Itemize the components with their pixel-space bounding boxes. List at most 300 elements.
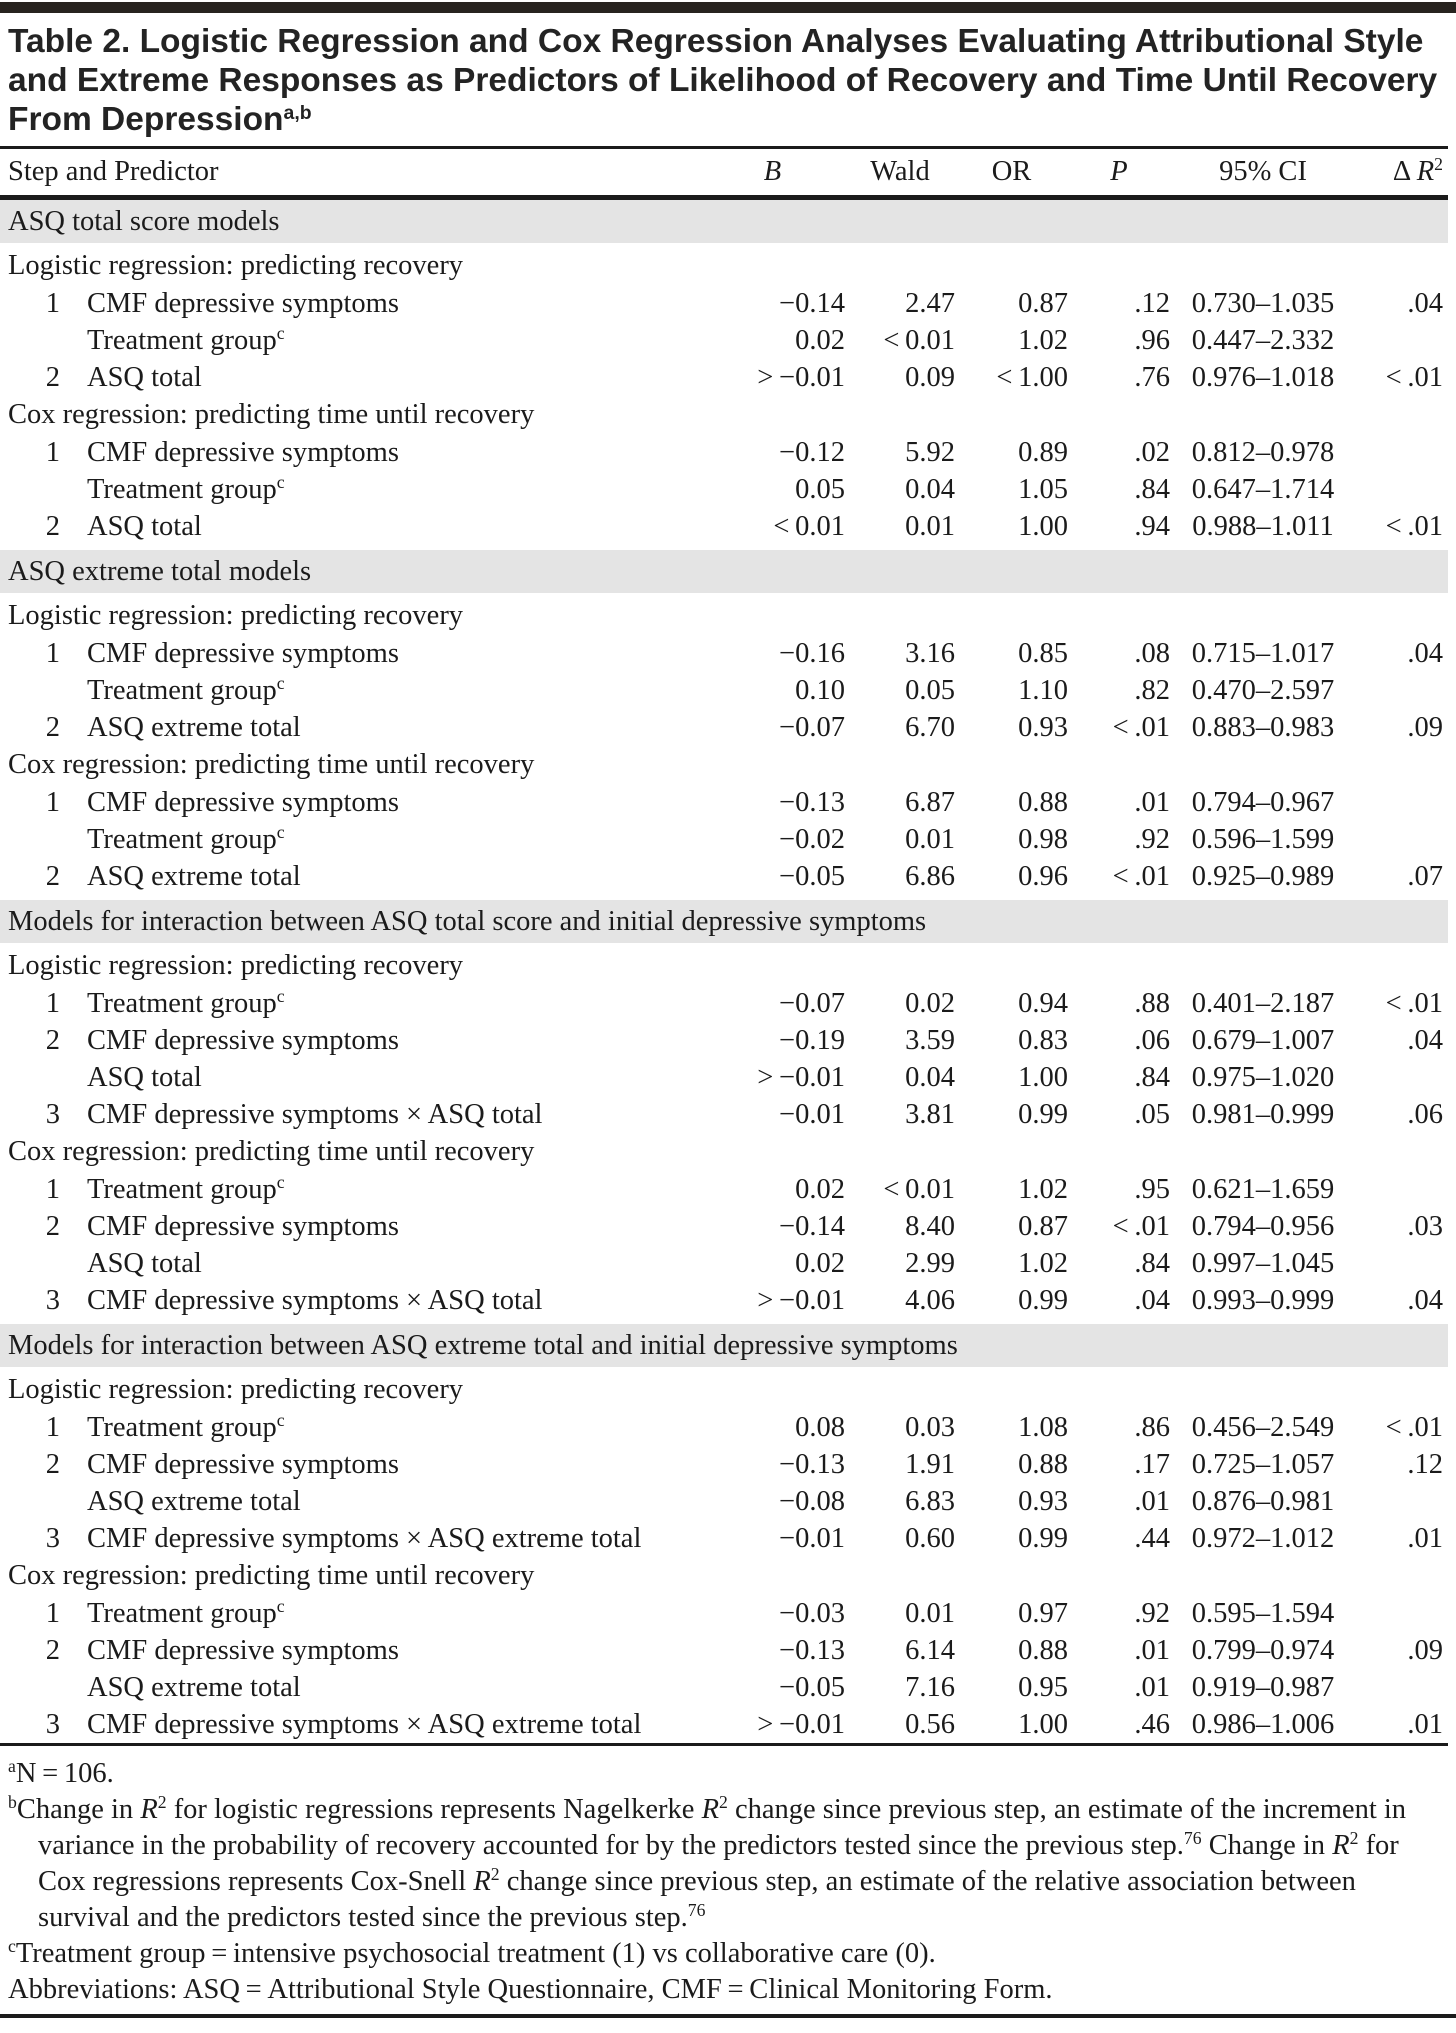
ci-value: 0.925–0.989 <box>1191 861 1335 892</box>
step-number: 2 <box>45 1025 60 1056</box>
ci-value: 0.988–1.011 <box>1192 511 1334 542</box>
b-value: −0.13 <box>779 1449 845 1480</box>
b-value: −0.05 <box>779 861 845 892</box>
p-value: < .01 <box>1112 861 1170 892</box>
predictor-cell <box>0 1096 700 1133</box>
b-value: 0.02 <box>795 325 845 356</box>
p-value: .44 <box>1134 1523 1170 1554</box>
b-value: 0.10 <box>795 675 845 706</box>
delta-r2-value <box>1356 1245 1448 1282</box>
delta-r2-value: .03 <box>1407 1211 1443 1242</box>
or-value: 0.88 <box>1018 1635 1068 1666</box>
p-value: .88 <box>1134 988 1170 1019</box>
or-value: 1.02 <box>1018 1174 1068 1205</box>
or-value: 1.08 <box>1018 1412 1068 1443</box>
step-number: 1 <box>45 1412 60 1443</box>
delta-r2-value: < .01 <box>1385 988 1443 1019</box>
wald-value: 0.01 <box>905 1598 955 1629</box>
step-number: 2 <box>45 511 60 542</box>
section-band <box>0 198 1448 246</box>
or-value: 0.95 <box>1018 1672 1068 1703</box>
ci-value: 0.975–1.020 <box>1191 1062 1335 1093</box>
wald-value: 0.56 <box>905 1709 955 1740</box>
predictor-cell <box>0 1022 700 1059</box>
model-subheader <box>0 396 1448 434</box>
predictor-label: Treatment group$^c$ <box>87 323 285 356</box>
p-value: .04 <box>1134 1285 1170 1316</box>
column-header-p: P <box>1068 148 1170 198</box>
table-row <box>0 1208 1448 1245</box>
predictor-label: ASQ total <box>87 1248 202 1279</box>
predictor-cell <box>0 1446 700 1483</box>
step-number: 3 <box>45 1523 60 1554</box>
wald-value: 6.70 <box>905 712 955 743</box>
step-number: 2 <box>45 1449 60 1480</box>
b-value: −0.13 <box>779 1635 845 1666</box>
table-row <box>0 821 1448 858</box>
b-value: > −0.01 <box>757 1285 845 1316</box>
or-value: 0.94 <box>1018 988 1068 1019</box>
delta-r2-value: .04 <box>1407 638 1443 669</box>
delta-r2-value <box>1356 1483 1448 1520</box>
predictor-cell <box>0 635 700 672</box>
predictor-cell <box>0 1059 700 1096</box>
wald-value: 4.06 <box>905 1285 955 1316</box>
delta-r2-value: .04 <box>1407 1025 1443 1056</box>
delta-r2-value: .06 <box>1407 1099 1443 1130</box>
section-band-label: Models for interaction between ASQ total score and initial depressive symptoms <box>0 898 1448 946</box>
p-value: .01 <box>1134 1672 1170 1703</box>
delta-r2-value: .09 <box>1407 712 1443 743</box>
ci-value: 0.715–1.017 <box>1191 638 1335 669</box>
predictor-cell <box>0 1483 700 1520</box>
predictor-label: CMF depressive symptoms × ASQ total <box>87 1099 543 1130</box>
column-header-step-predictor: Step and Predictor <box>0 148 700 198</box>
predictor-label: ASQ extreme total <box>87 1672 301 1703</box>
table-row <box>0 1245 1448 1282</box>
or-value: 0.99 <box>1018 1523 1068 1554</box>
predictor-label: Treatment group$^c$ <box>87 1172 285 1205</box>
column-header-b: B <box>700 148 845 198</box>
b-value: −0.05 <box>779 1672 845 1703</box>
predictor-label: ASQ extreme total <box>87 712 301 743</box>
ci-value: 0.812–0.978 <box>1191 437 1335 468</box>
b-value: > −0.01 <box>757 362 845 393</box>
or-value: 0.99 <box>1018 1099 1068 1130</box>
step-number: 1 <box>45 988 60 1019</box>
predictor-cell <box>0 1595 700 1632</box>
footnote-marker: c <box>276 986 285 1007</box>
or-value: 1.00 <box>1018 1062 1068 1093</box>
header-row <box>0 148 1448 198</box>
ci-value: 0.679–1.007 <box>1191 1025 1335 1056</box>
table-body <box>0 198 1448 1745</box>
ci-value: 0.401–2.187 <box>1191 988 1335 1019</box>
section-band <box>0 898 1448 946</box>
predictor-label: CMF depressive symptoms <box>87 787 399 818</box>
predictor-label: CMF depressive symptoms <box>87 1635 399 1666</box>
step-number: 2 <box>45 362 60 393</box>
predictor-label: CMF depressive symptoms <box>87 638 399 669</box>
wald-value: 3.81 <box>905 1099 955 1130</box>
ci-value: 0.876–0.981 <box>1191 1486 1335 1517</box>
ci-value: 0.794–0.967 <box>1191 787 1335 818</box>
p-value: < .01 <box>1112 712 1170 743</box>
b-value: −0.03 <box>779 1598 845 1629</box>
table-row <box>0 1171 1448 1208</box>
delta-r2-value <box>1356 322 1448 359</box>
predictor-cell <box>0 672 700 709</box>
predictor-cell <box>0 1409 700 1446</box>
b-value: −0.19 <box>779 1025 845 1056</box>
b-value: −0.16 <box>779 638 845 669</box>
or-value: 0.99 <box>1018 1285 1068 1316</box>
table-row <box>0 1096 1448 1133</box>
table-row <box>0 985 1448 1022</box>
p-value: < .01 <box>1112 1211 1170 1242</box>
wald-value: 3.59 <box>905 1025 955 1056</box>
model-subheader <box>0 245 1448 285</box>
delta-r2-value: < .01 <box>1385 511 1443 542</box>
p-value: .06 <box>1134 1025 1170 1056</box>
or-value: 1.02 <box>1018 325 1068 356</box>
b-value: −0.07 <box>779 988 845 1019</box>
footnote-a: $^a$N = 106. <box>8 1756 114 1789</box>
table-row <box>0 784 1448 821</box>
predictor-label: CMF depressive symptoms <box>87 1211 399 1242</box>
wald-value: 6.87 <box>905 787 955 818</box>
model-subheader-label: Cox regression: predicting time until recovery <box>8 399 535 430</box>
section-band-label: ASQ extreme total models <box>0 548 1448 596</box>
or-value: 1.10 <box>1018 675 1068 706</box>
p-value: .86 <box>1134 1412 1170 1443</box>
model-subheader <box>0 945 1448 985</box>
footnote-marker: c <box>276 1596 285 1617</box>
b-value: > −0.01 <box>757 1709 845 1740</box>
table-title: Table 2. Logistic Regression and Cox Regression Analyses Evaluating Attributional Style and Extreme Responses as Predictors of Likelihood of Recovery and Time Until Recovery From Depression$^{a,b}$ <box>8 23 1438 138</box>
or-value: 0.97 <box>1018 1598 1068 1629</box>
or-value: 0.89 <box>1018 437 1068 468</box>
step-number: 1 <box>45 787 60 818</box>
delta-r2-value <box>1356 1595 1448 1632</box>
b-value: 0.02 <box>795 1248 845 1279</box>
b-value: 0.05 <box>795 474 845 505</box>
section-band-label: ASQ total score models <box>0 198 1448 246</box>
delta-r2-value <box>1356 1669 1448 1706</box>
or-value: 1.00 <box>1018 511 1068 542</box>
step-number: 1 <box>45 288 60 319</box>
bottom-rule <box>0 2014 1456 2018</box>
delta-r2-value <box>1356 821 1448 858</box>
table-row <box>0 285 1448 322</box>
top-rule <box>0 2 1456 13</box>
ci-value: 0.981–0.999 <box>1191 1099 1335 1130</box>
table-row <box>0 672 1448 709</box>
ci-value: 0.799–0.974 <box>1191 1635 1335 1666</box>
predictor-label: ASQ total <box>87 362 202 393</box>
ci-value: 0.456–2.549 <box>1191 1412 1335 1443</box>
predictor-cell <box>0 858 700 898</box>
model-subheader <box>0 1133 1448 1171</box>
delta-r2-value <box>1356 672 1448 709</box>
column-header-ci: 95% CI <box>1170 148 1356 198</box>
model-subheader-label: Logistic regression: predicting recovery <box>8 600 464 631</box>
model-subheader <box>0 595 1448 635</box>
delta-r2-value <box>1356 784 1448 821</box>
abbreviations-note: Abbreviations: ASQ = Attributional Style Questionnaire, CMF = Clinical Monitoring Form. <box>8 1974 1053 2005</box>
column-header-delta-r2: Δ $R^2$ <box>1356 148 1448 198</box>
p-value: .92 <box>1134 824 1170 855</box>
b-value: −0.07 <box>779 712 845 743</box>
wald-value: 8.40 <box>905 1211 955 1242</box>
predictor-label: CMF depressive symptoms <box>87 437 399 468</box>
model-subheader-label: Logistic regression: predicting recovery <box>8 250 464 281</box>
predictor-label: CMF depressive symptoms × ASQ total <box>87 1285 543 1316</box>
wald-value: 3.16 <box>905 638 955 669</box>
footnotes <box>8 1756 1446 2008</box>
predictor-label: ASQ total <box>87 1062 202 1093</box>
delta-r2-value: .01 <box>1407 1709 1443 1740</box>
delta-r2-value: .09 <box>1407 1635 1443 1666</box>
delta-r2-value <box>1356 1059 1448 1096</box>
wald-value: 1.91 <box>905 1449 955 1480</box>
regression-table <box>0 146 1448 1746</box>
predictor-cell <box>0 821 700 858</box>
or-value: 0.87 <box>1018 1211 1068 1242</box>
b-value: −0.13 <box>779 787 845 818</box>
wald-value: < 0.01 <box>883 325 955 356</box>
b-value: −0.02 <box>779 824 845 855</box>
table-row <box>0 1669 1448 1706</box>
predictor-label: CMF depressive symptoms × ASQ extreme total <box>87 1523 642 1554</box>
predictor-label: Treatment group$^c$ <box>87 1410 285 1443</box>
wald-value: 0.03 <box>905 1412 955 1443</box>
table-row <box>0 1409 1448 1446</box>
model-subheader <box>0 1557 1448 1595</box>
b-value: < 0.01 <box>773 511 845 542</box>
delta-r2-value: .01 <box>1407 1523 1443 1554</box>
footnote-marker: c <box>276 822 285 843</box>
or-value: 0.83 <box>1018 1025 1068 1056</box>
step-number: 1 <box>45 1598 60 1629</box>
ci-value: 0.596–1.599 <box>1191 824 1335 855</box>
or-value: 0.88 <box>1018 787 1068 818</box>
predictor-label: CMF depressive symptoms <box>87 288 399 319</box>
table-row <box>0 635 1448 672</box>
predictor-cell <box>0 1669 700 1706</box>
ci-value: 0.883–0.983 <box>1191 712 1335 743</box>
section-band <box>0 1322 1448 1370</box>
ci-value: 0.993–0.999 <box>1191 1285 1335 1316</box>
table-row <box>0 359 1448 396</box>
wald-value: 0.09 <box>905 362 955 393</box>
or-value: 1.02 <box>1018 1248 1068 1279</box>
predictor-label: ASQ total <box>87 511 202 542</box>
predictor-cell <box>0 784 700 821</box>
p-value: .82 <box>1134 675 1170 706</box>
wald-value: 0.60 <box>905 1523 955 1554</box>
predictor-cell <box>0 1171 700 1208</box>
footnote-marker: c <box>276 472 285 493</box>
delta-r2-value <box>1356 434 1448 471</box>
footnote-b: $^b$Change in $R^2$ for logistic regressions represents Nagelkerke $R^2$ change since previous step, an estimate of the increment in variance in the probability of recovery accounted for by the predictors tested since the previous step.$^{76}$ Change in $R^2$ for Cox regressions represents Cox-Snell $R^2$ change since previous step, an estimate of the relative association between survival and the predictors tested since the previous step.$^{76}$ <box>8 1792 1407 1933</box>
step-number: 2 <box>45 1635 60 1666</box>
wald-value: 6.86 <box>905 861 955 892</box>
b-value: −0.01 <box>779 1099 845 1130</box>
footnote-marker: c <box>276 323 285 344</box>
predictor-label: Treatment group$^c$ <box>87 1596 285 1629</box>
wald-value: 6.83 <box>905 1486 955 1517</box>
p-value: .05 <box>1134 1099 1170 1130</box>
wald-value: 0.01 <box>905 511 955 542</box>
ci-value: 0.972–1.012 <box>1191 1523 1335 1554</box>
step-number: 2 <box>45 712 60 743</box>
ci-value: 0.986–1.006 <box>1191 1709 1335 1740</box>
table-row <box>0 1022 1448 1059</box>
p-value: .46 <box>1134 1709 1170 1740</box>
table-row <box>0 471 1448 508</box>
wald-value: 0.01 <box>905 824 955 855</box>
table-row <box>0 1706 1448 1745</box>
table-row <box>0 1446 1448 1483</box>
ci-value: 0.919–0.987 <box>1191 1672 1335 1703</box>
wald-value: 0.04 <box>905 474 955 505</box>
predictor-cell <box>0 1632 700 1669</box>
ci-value: 0.730–1.035 <box>1191 288 1335 319</box>
wald-value: < 0.01 <box>883 1174 955 1205</box>
p-value: .01 <box>1134 787 1170 818</box>
model-subheader-label: Cox regression: predicting time until recovery <box>8 1560 535 1591</box>
footnote-marker: c <box>276 1410 285 1431</box>
step-number: 1 <box>45 437 60 468</box>
b-value: 0.02 <box>795 1174 845 1205</box>
p-value: .02 <box>1134 437 1170 468</box>
section-band <box>0 548 1448 596</box>
wald-value: 0.02 <box>905 988 955 1019</box>
predictor-label: Treatment group$^c$ <box>87 472 285 505</box>
predictor-cell <box>0 434 700 471</box>
p-value: .08 <box>1134 638 1170 669</box>
or-value: 0.87 <box>1018 288 1068 319</box>
p-value: .84 <box>1134 474 1170 505</box>
predictor-label: CMF depressive symptoms <box>87 1449 399 1480</box>
ci-value: 0.470–2.597 <box>1191 675 1335 706</box>
footnote-c: $^c$Treatment group = intensive psychosocial treatment (1) vs collaborative care (0). <box>8 1936 936 1969</box>
table-row <box>0 434 1448 471</box>
table-header <box>0 148 1448 198</box>
delta-r2-value: .12 <box>1407 1449 1443 1480</box>
wald-value: 0.04 <box>905 1062 955 1093</box>
table-row <box>0 709 1448 746</box>
ci-value: 0.621–1.659 <box>1191 1174 1335 1205</box>
p-value: .17 <box>1134 1449 1170 1480</box>
or-value: 1.00 <box>1018 1709 1068 1740</box>
or-value: 1.05 <box>1018 474 1068 505</box>
model-subheader-label: Logistic regression: predicting recovery <box>8 950 464 981</box>
model-subheader <box>0 746 1448 784</box>
or-value: 0.93 <box>1018 1486 1068 1517</box>
ci-value: 0.595–1.594 <box>1191 1598 1335 1629</box>
step-number: 2 <box>45 1211 60 1242</box>
delta-r2-value: .07 <box>1407 861 1443 892</box>
or-value: 0.93 <box>1018 712 1068 743</box>
wald-value: 2.99 <box>905 1248 955 1279</box>
delta-r2-value: < .01 <box>1385 1412 1443 1443</box>
ci-value: 0.725–1.057 <box>1191 1449 1335 1480</box>
predictor-label: CMF depressive symptoms × ASQ extreme total <box>87 1709 642 1740</box>
predictor-label: Treatment group$^c$ <box>87 986 285 1019</box>
or-value: 0.88 <box>1018 1449 1068 1480</box>
delta-r2-value: .04 <box>1407 288 1443 319</box>
b-value: −0.08 <box>779 1486 845 1517</box>
column-header-wald: Wald <box>845 148 955 198</box>
b-value: −0.14 <box>779 1211 845 1242</box>
b-value: > −0.01 <box>757 1062 845 1093</box>
wald-value: 6.14 <box>905 1635 955 1666</box>
predictor-cell <box>0 471 700 508</box>
ci-value: 0.976–1.018 <box>1191 362 1335 393</box>
step-number: 1 <box>45 638 60 669</box>
predictor-label: CMF depressive symptoms <box>87 1025 399 1056</box>
or-value: 0.96 <box>1018 861 1068 892</box>
section-band-label: Models for interaction between ASQ extreme total and initial depressive symptoms <box>0 1322 1448 1370</box>
p-value: .96 <box>1134 325 1170 356</box>
table-row <box>0 322 1448 359</box>
predictor-cell <box>0 1520 700 1557</box>
or-value: 0.85 <box>1018 638 1068 669</box>
predictor-cell <box>0 359 700 396</box>
predictor-cell <box>0 322 700 359</box>
table-row <box>0 508 1448 548</box>
table-row <box>0 1520 1448 1557</box>
predictor-cell <box>0 709 700 746</box>
p-value: .94 <box>1134 511 1170 542</box>
p-value: .95 <box>1134 1174 1170 1205</box>
step-number: 2 <box>45 861 60 892</box>
ci-value: 0.997–1.045 <box>1191 1248 1335 1279</box>
wald-value: 2.47 <box>905 288 955 319</box>
b-value: −0.14 <box>779 288 845 319</box>
or-value: 0.98 <box>1018 824 1068 855</box>
predictor-cell <box>0 1245 700 1282</box>
step-number: 3 <box>45 1099 60 1130</box>
model-subheader-label: Cox regression: predicting time until recovery <box>8 749 535 780</box>
p-value: .12 <box>1134 288 1170 319</box>
p-value: .84 <box>1134 1062 1170 1093</box>
step-number: 3 <box>45 1709 60 1740</box>
p-value: .01 <box>1134 1486 1170 1517</box>
table-row <box>0 858 1448 898</box>
predictor-label: Treatment group$^c$ <box>87 673 285 706</box>
p-value: .92 <box>1134 1598 1170 1629</box>
table-row <box>0 1632 1448 1669</box>
delta-r2-value <box>1356 471 1448 508</box>
b-value: −0.01 <box>779 1523 845 1554</box>
wald-value: 5.92 <box>905 437 955 468</box>
model-subheader-label: Cox regression: predicting time until recovery <box>8 1136 535 1167</box>
predictor-label: Treatment group$^c$ <box>87 822 285 855</box>
delta-r2-value: .04 <box>1407 1285 1443 1316</box>
predictor-cell <box>0 985 700 1022</box>
wald-value: 0.05 <box>905 675 955 706</box>
model-subheader-label: Logistic regression: predicting recovery <box>8 1374 464 1405</box>
footnote-marker: c <box>276 1172 285 1193</box>
table-row <box>0 1595 1448 1632</box>
b-value: −0.12 <box>779 437 845 468</box>
or-value: < 1.00 <box>996 362 1068 393</box>
column-header-or: OR <box>955 148 1068 198</box>
predictor-cell <box>0 1208 700 1245</box>
